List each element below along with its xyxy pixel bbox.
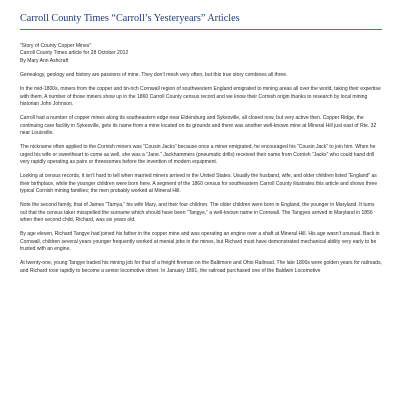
article-body (20, 43, 382, 282)
paragraph: Carroll had a number of copper mines along its southeastern edge near Eldersburg and Sykesville, all closed now, but very active then. Copper Ridge, the continuing care facility in Sykesville, gets its name from a mine located on its grounds and there was another well-known mine at Mineral Hill just east of Rte. 32 near Louisville. (20, 115, 377, 136)
paragraph: Note the second family, that of James “Tamya,” his wife Mary, and their four children. The older children were born in England, the younger in Maryland. It turns out that the census taker misspelled the surname which should have been “Tangye,” a well-known name in Cornwall. The Tangyes arrived in Maryland in 1856 when their second child, Richard, was six years old. (20, 202, 375, 223)
paragraph: Looking at census records, it isn’t hard to tell when married miners arrived in the United States. Usually the husband, wife, and older children listed “England” as their birthplace, while the younger children were born here. A segment of the 1860 census for southeastern Carroll County illustrates this article and shows three typical Cornish mining families; the men probably worked at Mineral Hill. (20, 173, 378, 194)
paragraph: At twenty-one, young Tangye traded his mining job for that of a freight fireman on the Baltimore and Ohio Railroad. The late 1800s were golden years for railroads, and Richard rose rapidly to become a senior locomotive driver. In January 1891, the railroad purchased one of the Baldwin Locomotive (20, 260, 382, 274)
paragraph: By age eleven, Richard Tangye had joined his father in the copper mine and was operating an engine over a shaft at Mineral Hill. His age wasn’t unusual. Back in Cornwall, children several years younger frequently worked at menial jobs in the mines, but Richard must have demonstrated mechanical ability very early to be trusted with an engine. (20, 231, 380, 252)
document-title: Carroll County Times “Carroll’s Yesteryears” Articles (20, 13, 240, 24)
paragraph: In the mid-1800s, miners from the copper and tin-rich Cornwall region of southwestern England emigrated to mining areas all over the world, taking their expertise with them. A number of those miners show up in the 1860 Carroll County census record and we know their Cornish origin thanks to research by local mining historian John Johnson. (20, 86, 381, 107)
article-header (20, 43, 382, 65)
story-title: “Story of County Copper Mines” (20, 43, 91, 49)
title-underline (20, 29, 382, 30)
article-info: Carroll County Times article for 28 October 2012 (20, 50, 129, 57)
byline: By Mary Ann Ashcraft (20, 57, 69, 64)
paragraph: Genealogy, geology and history are passions of mine. They don’t mesh very often, but this true story combines all three. (20, 71, 288, 78)
paragraph: The nickname often applied to the Cornish miners was “Cousin Jacks” because once a miner emigrated, he encouraged his “Cousin Jack” to join him. When he urged his wife or sweetheart to come as well, she was a “Jane.” Jackhammers (pneumatic drills) received their name from Cornish “Jacks” who could hand drill very rapidly operating as pairs or threesomes before the invention of modern equipment. (20, 144, 376, 165)
